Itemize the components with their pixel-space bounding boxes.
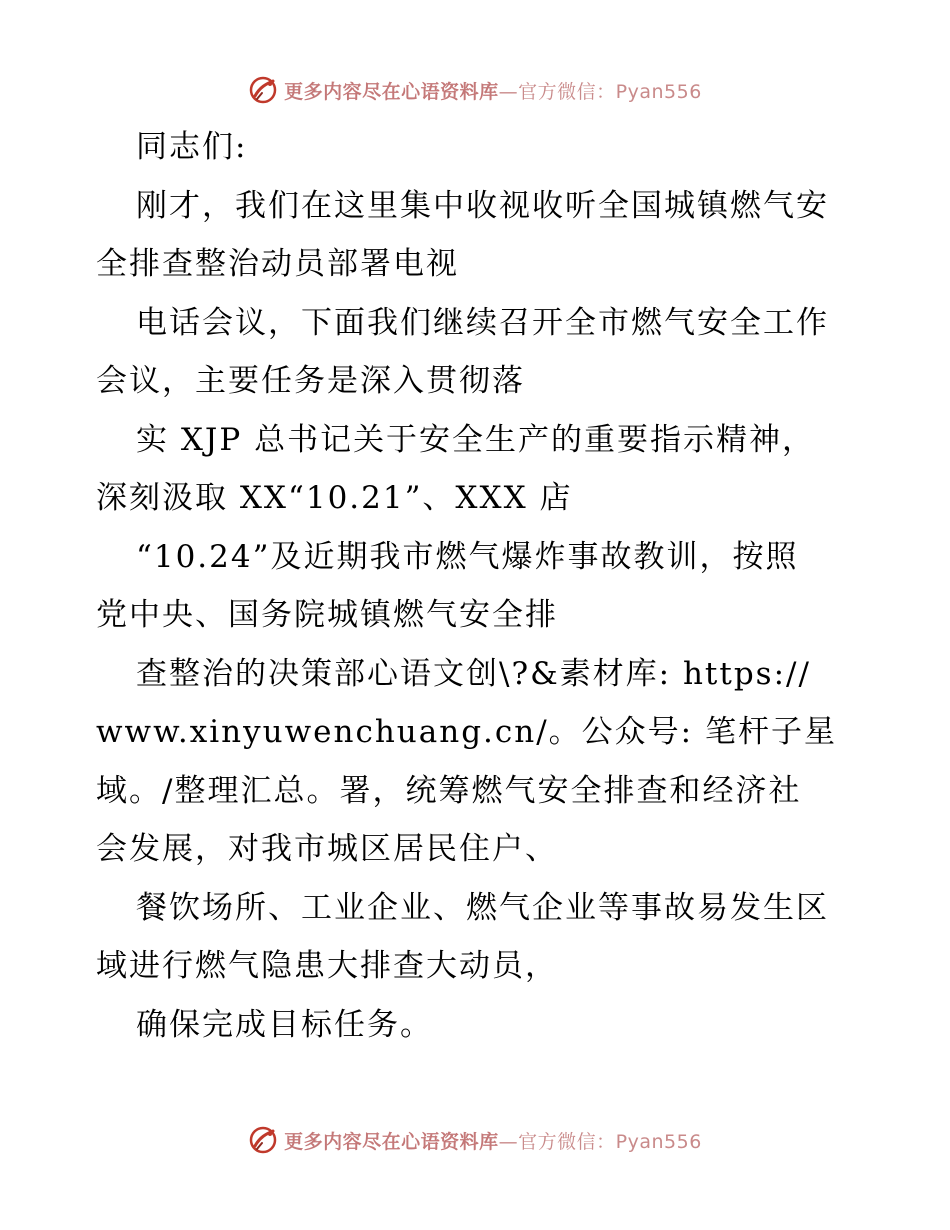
body-line: 会议，主要任务是深入贯彻落: [96, 363, 525, 399]
pen-logo-icon: [248, 1125, 278, 1155]
body-line: 深刻汲取 XX“10.21”、XXX 店: [96, 480, 573, 516]
document-body: [96, 118, 856, 1054]
body-line: 会发展，对我市城区居民住户、: [96, 831, 558, 867]
header-banner-text: [284, 77, 702, 104]
body-line: www.xinyuwenchuang.cn/。公众号: 笔杆子星: [96, 714, 837, 750]
body-line: 查整治的决策部心语文创\?&素材库: https://: [136, 655, 811, 692]
body-line: 刚才，我们在这里集中收视收听全国城镇燃气安: [136, 187, 829, 224]
body-line: 实 XJP 总书记关于安全生产的重要指示精神，: [136, 421, 816, 458]
body-line: 域进行燃气隐患大排查大动员，: [96, 948, 558, 984]
body-line: 域。/整理汇总。署，统筹燃气安全排查和经济社: [96, 772, 802, 809]
pen-logo-icon: [248, 75, 278, 105]
header-brand: 更多内容尽在心语资料库: [284, 80, 499, 103]
body-line: 餐饮场所、工业企业、燃气企业等事故易发生区: [136, 889, 829, 926]
footer-contact: —官方微信：Pyan556: [498, 1130, 702, 1153]
body-line: 电话会议，下面我们继续召开全市燃气安全工作: [136, 304, 829, 341]
footer-banner-text: [284, 1127, 702, 1154]
body-line: 全排查整治动员部署电视: [96, 246, 459, 282]
header-contact: —官方微信：Pyan556: [498, 80, 702, 103]
body-line: “10.24”及近期我市燃气爆炸事故教训，按照: [136, 538, 799, 575]
body-line: 同志们:: [136, 129, 248, 165]
body-line: 党中央、国务院城镇燃气安全排: [96, 597, 558, 633]
footer-brand: 更多内容尽在心语资料库: [284, 1130, 499, 1153]
footer-banner: [0, 1120, 950, 1160]
body-line: 确保完成目标任务。: [136, 1006, 433, 1043]
header-banner: [0, 70, 950, 110]
